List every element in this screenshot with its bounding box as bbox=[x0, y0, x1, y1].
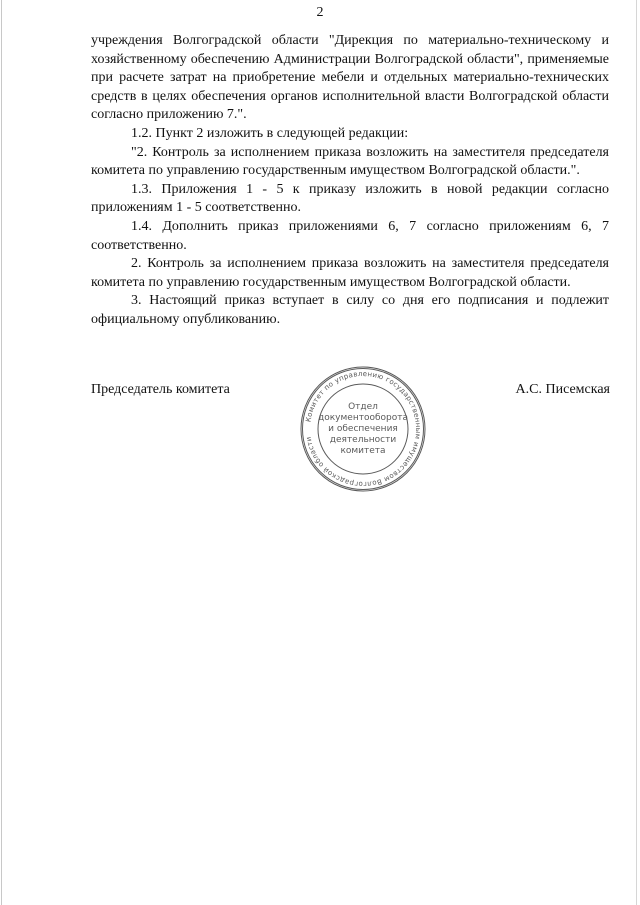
stamp-outer-text: Комитет по управлению государственным имуществом Волгоградской области bbox=[304, 369, 423, 489]
paragraph-item-3: 3. Настоящий приказ вступает в силу со дня его подписания и подлежит официальному опубликованию. bbox=[91, 293, 609, 327]
paragraph-item-2: 2. Контроль за исполнением приказа возложить на заместителя председателя комитета по управлению государственным имуществом Волгоградской области. bbox=[91, 256, 609, 290]
page-number: 2 bbox=[316, 5, 324, 20]
paragraph-item-1-2: 1.2. Пункт 2 изложить в следующей редакции: bbox=[131, 125, 409, 141]
signature-name: А.С. Писемская bbox=[515, 382, 610, 397]
scan-edge-right bbox=[636, 0, 637, 905]
official-stamp bbox=[298, 364, 428, 494]
paragraph-item-1-2-text: "2. Контроль за исполнением приказа возложить на заместителя председателя комитета по управлению государственным имуществом Волгоградской области.". bbox=[91, 144, 609, 179]
signature-title: Председатель комитета bbox=[91, 382, 230, 397]
stamp-inner-line-5: комитета bbox=[340, 446, 386, 456]
stamp-inner-line-3: и обеспечения bbox=[328, 424, 398, 434]
paragraph-continuation: учреждения Волгоградской области "Дирекция по материально-техническому и хозяйственному обеспечению Администрации Волгоградской области", применяемые при расчете затрат на приобретение мебели и отдельных материально-технических средств в целях обеспечения органов исполнительной власти Волгоградской области согласно приложению 7.". bbox=[91, 33, 609, 123]
stamp-inner-line-4: деятельности bbox=[329, 435, 397, 445]
stamp-inner-line-2: документооборота bbox=[318, 413, 408, 423]
paragraph-item-1-3: 1.3. Приложения 1 - 5 к приказу изложить в новой редакции согласно приложениям 1 - 5 соответственно. bbox=[91, 181, 609, 216]
stamp-inner-line-1: Отдел bbox=[348, 402, 378, 412]
paragraph-item-1-4: 1.4. Дополнить приказ приложениями 6, 7 согласно приложениям 6, 7 соответственно. bbox=[91, 218, 609, 253]
document-body bbox=[91, 32, 609, 330]
scan-edge-left bbox=[1, 0, 2, 905]
